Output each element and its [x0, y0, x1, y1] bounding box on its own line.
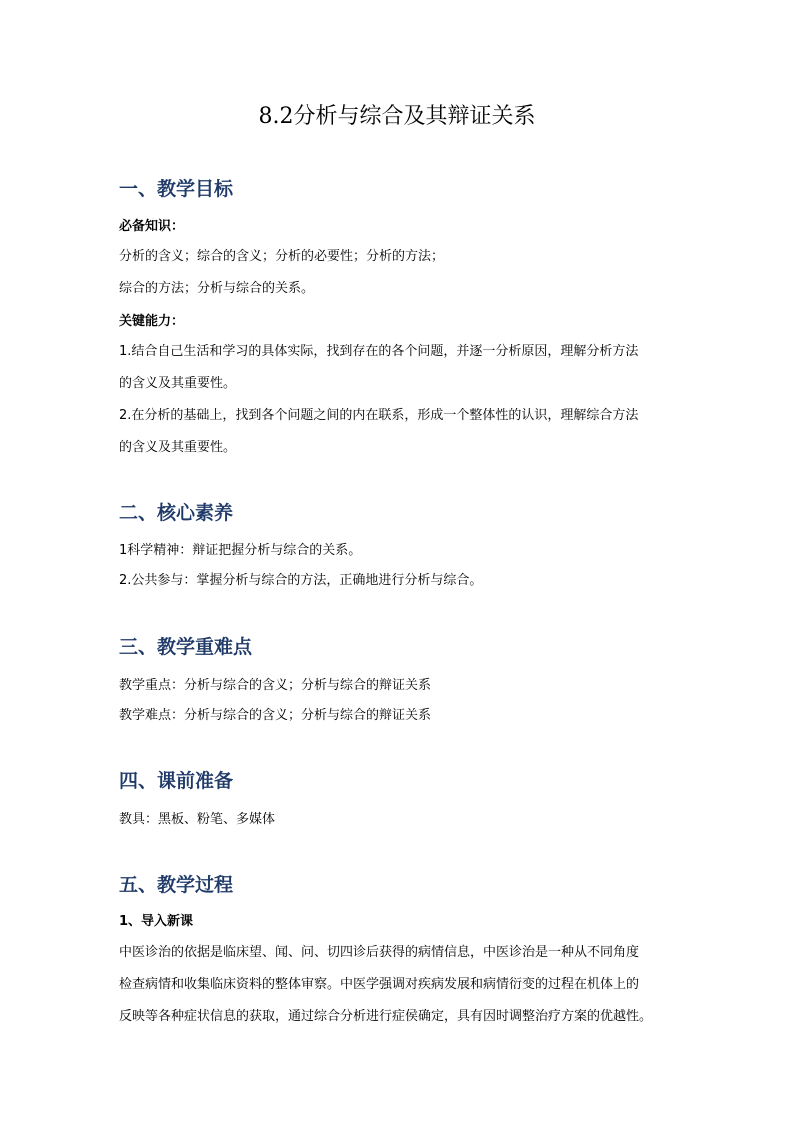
section-heading-teaching-process: 五、教学过程 — [119, 874, 234, 896]
subheading-required-knowledge: 必备知识： — [119, 219, 185, 234]
section-heading-preparation: 四、课前准备 — [119, 770, 234, 792]
document-title: 8.2分析与综合及其辩证关系 — [258, 104, 536, 129]
knowledge-line-1: 分析的含义；综合的含义；分析的必要性；分析的方法； — [119, 249, 445, 264]
difficult-point-line: 教学难点：分析与综合的含义；分析与综合的辩证关系 — [119, 708, 432, 723]
key-point-line: 教学重点：分析与综合的含义；分析与综合的辩证关系 — [119, 678, 432, 693]
subheading-introduce-lesson: 1、导入新课 — [119, 914, 194, 929]
process-line-1: 中医诊治的依据是临床望、闻、问、切四诊后获得的病情信息，中医诊治是一种从不同角度 — [119, 945, 640, 960]
section-heading-key-difficult-points: 三、教学重难点 — [119, 636, 253, 658]
section-heading-teaching-goals: 一、教学目标 — [119, 178, 234, 200]
knowledge-line-2: 综合的方法；分析与综合的关系。 — [119, 281, 315, 296]
process-line-3: 反映等各种症状信息的获取，通过综合分析进行症侯确定，具有因时调整治疗方案的优越性。 — [119, 1009, 653, 1024]
ability-line-1: 1.结合自己生活和学习的具体实际，找到存在的各个问题，并逐一分析原因，理解分析方法 — [119, 344, 639, 359]
ability-line-4: 的含义及其重要性。 — [119, 440, 237, 455]
ability-line-3: 2.在分析的基础上，找到各个问题之间的内在联系，形成一个整体性的认识，理解综合方法 — [119, 408, 639, 423]
core-literacy-line-2: 2.公共参与：掌握分析与综合的方法，正确地进行分析与综合。 — [119, 573, 483, 588]
section-heading-core-literacy: 二、核心素养 — [119, 502, 234, 524]
preparation-line: 教具：黑板、粉笔、多媒体 — [119, 812, 276, 827]
subheading-key-abilities: 关键能力： — [119, 314, 185, 329]
process-line-2: 检查病情和收集临床资料的整体审察。中医学强调对疾病发展和病情衍变的过程在机体上的 — [119, 977, 640, 992]
core-literacy-line-1: 1科学精神：辩证把握分析与综合的关系。 — [119, 543, 362, 558]
ability-line-2: 的含义及其重要性。 — [119, 376, 237, 391]
